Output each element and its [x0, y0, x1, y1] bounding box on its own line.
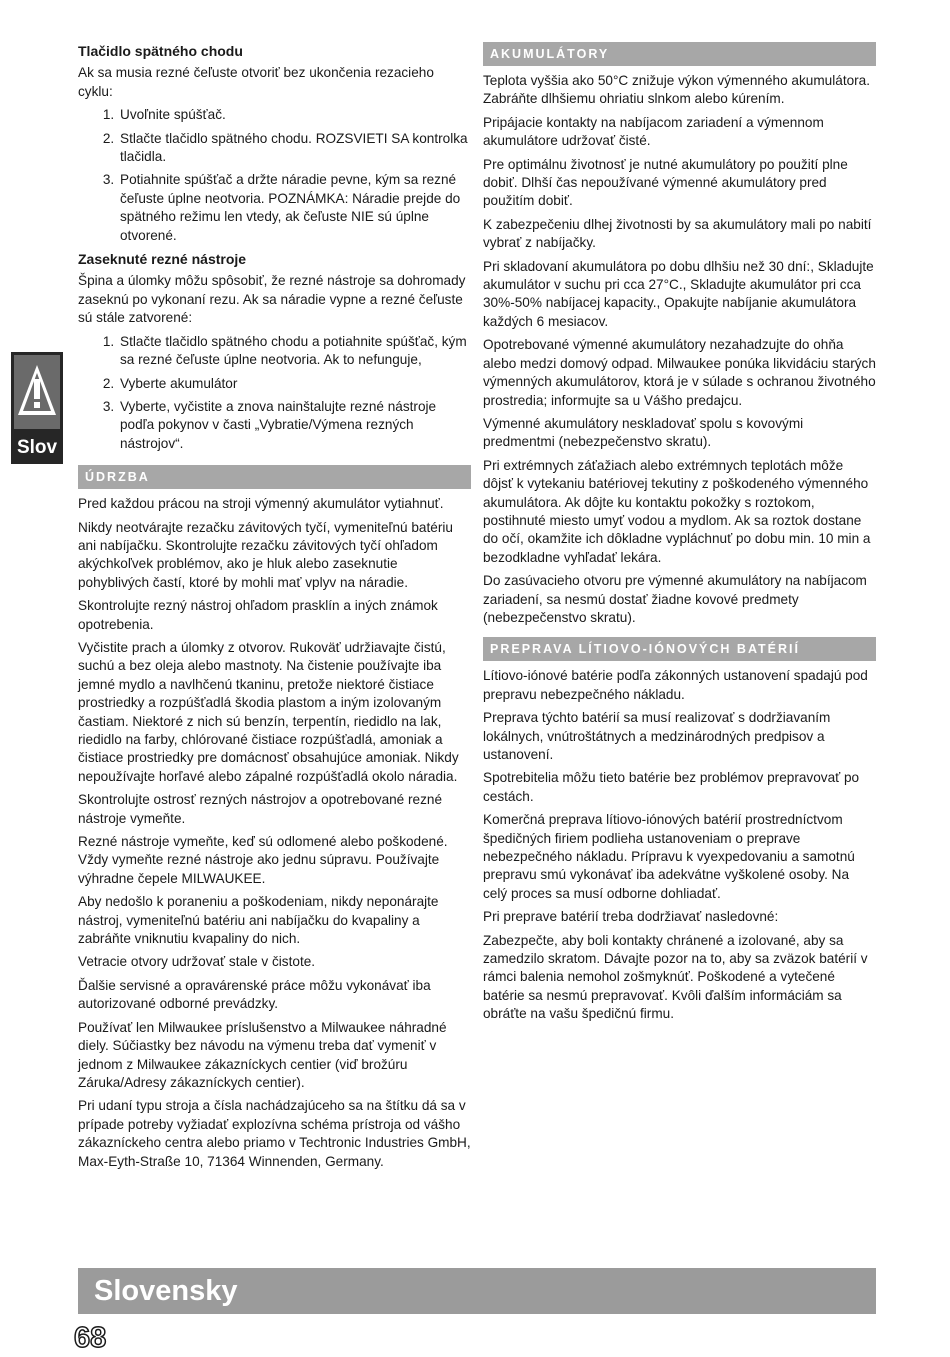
list-item: 1. Uvoľnite spúšťač. — [118, 106, 471, 124]
paragraph: Skontrolujte ostrosť rezných nástrojov a opotrebované rezné nástroje vymeňte. — [78, 792, 443, 826]
paragraph: Vetracie otvory udržovať stale v čistote. — [78, 954, 316, 970]
paragraph: Pri udaní typu stroja a čísla nachádzajúceho sa na štítku dá sa v prípade potreby vyžiadať explozívna schéma prístroja od vášho zákazníckeho centra alebo priamo v Techtronic Industries GmbH, Max-Eyth-Straße 10, 71364 Winnenden, Germany. — [78, 1098, 471, 1169]
list-item: 1. Stlačte tlačidlo spätného chodu a potiahnite spúšťač, kým sa rezné čeľuste úplne neotvoria. Ak to nefunguje, — [118, 333, 471, 370]
paragraph: Používať len Milwaukee príslušenstvo a Milwaukee náhradné diely. Súčiastky bez návodu na výmenu treba dať vymeniť v jednom z Milwaukee zákazníckych centier (viď brožúru Záruka/Adresy zákazníckych centier). — [78, 1019, 447, 1090]
right-column — [483, 42, 876, 1029]
list-item: 3. Vyberte, vyčistite a znova nainštalujte rezné nástroje podľa pokynov v časti „Vybratie/Výmena rezných nástrojov“. — [118, 398, 471, 453]
footer-language-title: Slovensky — [94, 1275, 238, 1307]
paragraph: Opotrebované výmenné akumulátory nezahadzujte do ohňa alebo medzi domový odpad. Milwaukee ponúka likvidáciu starých výmenných akumulátorov, ktorá je v súlade s ochranou životného prostredia; informujte sa u Vášho predajcu. — [483, 337, 876, 408]
jam-steps-list — [78, 333, 471, 453]
paragraph: Rezné nástroje vymeňte, keď sú odlomené alebo poškodené. Vždy vymeňte rezné nástroje ako jednu súpravu. Používajte výhradne čepele MILWAUKEE. — [78, 834, 448, 886]
paragraph: Spotrebitelia môžu tieto batérie bez problémov prepravovať po cestách. — [483, 770, 860, 804]
paragraph: Nikdy neotvárajte rezačku závitových tyčí, vymeniteľnú batériu ani nabíjačku. Skontrolujte rezačku závitových tyčí ohľadom akýchkoľvek problémov, ako je hluk alebo zaseknutie pohyblivých častí, ktoré by mohli mať vplyv na náradie. — [78, 519, 453, 590]
paragraph: Pri preprave batérií treba dodržiavať nasledovné: — [483, 909, 779, 925]
paragraph: Pred každou prácou na stroji výmenný akumulátor vytiahnuť. — [78, 496, 444, 512]
paragraph: Do zasúvacieho otvoru pre výmenné akumulátory na nabíjacom zariadení, sa nesmú dostať žiadne kovové predmety (nebezpečenstvo skratu). — [483, 573, 867, 625]
paragraph: Skontrolujte rezný nástroj ohľadom prasklín a iných známok opotrebenia. — [78, 598, 438, 632]
paragraph: Pripájacie kontakty na nabíjacom zariadení a výmennom akumulátore udržovať čisté. — [483, 114, 824, 149]
paragraph: Komerčná preprava lítiovo-iónových batérií prostredníctvom špedičných firiem podlieha ustanoveniam o preprave nebezpečného nákladu. Prípravu k vyexpedovaniu a samotnú prepravu smú vykonávať iba adekvátne vyškolené osoby. Na celý proces sa musí odborne dohliadať. — [483, 812, 855, 901]
paragraph: Lítiovo-iónové batérie podľa zákonných ustanovení spadajú pod prepravu nebezpečného nákladu. — [483, 668, 868, 702]
transport-section-bar: PREPRAVA LÍTIOVO-IÓNOVÝCH BATÉRIÍ — [483, 637, 876, 661]
language-tab-label: Slov — [16, 437, 58, 458]
batteries-section-bar: AKUMULÁTORY — [483, 42, 876, 66]
left-column — [78, 42, 471, 1176]
jam-intro: Špina a úlomky môžu spôsobiť, že rezné nástroje sa dohromady zaseknú po vykonaní rezu. Ak sa náradie vypne a rezné čeľuste sú stále zatvorené: — [78, 273, 466, 326]
list-item: 3. Potiahnite spúšťač a držte náradie pevne, kým sa rezné čeľuste úplne neotvoria. POZNÁMKA: Náradie prejde do spätného režimu len vtedy, ak čeľuste NIE sú úplne otvorené. — [118, 171, 471, 245]
warning-icon — [14, 355, 60, 429]
paragraph: Výmenné akumulátory neskladovať spolu s kovovými predmentmi (nebezpečenstvo skratu). — [483, 415, 804, 450]
paragraph: Pri skladovaní akumulátora po dobu dlhšiu než 30 dní:, Skladujte akumulátor v suchu pri cca 27°C., Skladujte akumulátor pri cca 30%-50% nabíjacej kapacity., Opakujte nabíjanie akumulátora každých 6 mesiacov. — [483, 258, 874, 329]
maintenance-section-bar: ÚDRZBA — [78, 465, 471, 489]
paragraph: Pri extrémnych záťažiach alebo extrémnych teplotách môže dôjsť k vytekaniu batériovej tekutiny z poškodeného výmenného akumulátora. Ak dôjte ku kontaktu pokožky s roztokom, postihnuté miesto umyť vodou a mydlom. Ak sa roztok dostane do očí, okamžite ich dôkladne vypláchnuť po dobu min. 10 min a bezodkladne vyhľadať lekára. — [483, 457, 871, 565]
list-item: 2. Stlačte tlačidlo spätného chodu. ROZSVIETI SA kontrolka tlačidla. — [118, 130, 471, 167]
paragraph: Preprava týchto batérií sa musí realizovať s dodržiavaním lokálnych, vnútroštátnych a medzinárodných predpisov a ustanovení. — [483, 710, 831, 762]
footer-language-bar — [78, 1268, 876, 1314]
jam-heading: Zaseknuté rezné nástroje — [78, 251, 247, 268]
paragraph: Zabezpečte, aby boli kontakty chránené a izolované, aby sa zamedzilo skratom. Dávajte pozor na to, aby sa zväzok batérií v rámci balenia nemohol zošmyknúť. Poškodené a vytečené batérie sa nesmú prepravovať. Kvôli ďalším informáciám sa obráťte na vašu špedičnú firmu. — [483, 932, 868, 1022]
paragraph: Ďalšie servisné a opravárenské práce môžu vykonávať iba autorizované odborné prevádzky. — [78, 977, 431, 1012]
reverse-intro: Ak sa musia rezné čeľuste otvoriť bez ukončenia rezacieho cyklu: — [78, 65, 434, 99]
paragraph: K zabezpečeniu dlhej životnosti by sa akumulátory mali po nabití vybrať z nabíjačky. — [483, 216, 872, 251]
reverse-heading: Tlačidlo spätného chodu — [78, 43, 243, 59]
reverse-steps-list — [78, 106, 471, 245]
page-number: 68 — [74, 1322, 107, 1354]
paragraph: Aby nedošlo k poraneniu a poškodeniam, nikdy neponárajte nástroj, vymeniteľnú batériu ani nabíjačku do kvapaliny a zabráňte vniknutiu kvapaliny do nich. — [78, 894, 439, 947]
list-item: 2. Vyberte akumulátor — [118, 375, 471, 393]
paragraph: Teplota vyššia ako 50°C znižuje výkon výmenného akumulátora. Zabráňte dlhšiemu ohriatiu slnkom alebo kúrením. — [483, 73, 871, 107]
language-side-tab — [11, 352, 63, 464]
paragraph: Vyčistite prach a úlomky z otvorov. Rukoväť udržiavajte čistú, suchú a bez oleja alebo mastnoty. Na čistenie používajte iba jemné mydlo a navlhčenú tkaninu, pretože niektoré čistiace prostriedky a rozpúšťadlá škodia plastom a iným izolovaným častiam. Niektoré z nich sú benzín, terpentín, riedidlo na lak, riedidlo na farby, chlórované čistiace rozpúšťadlá, amoniak a čistiace prostriedky pre domácnosť obsahujúce amoniak. Nikdy nepoužívajte horľavé alebo zápalné rozpúšťadlá okolo náradia. — [78, 639, 459, 784]
paragraph: Pre optimálnu životnosť je nutné akumulátory po použití plne dobiť. Dlhší čas nepoužívané výmenné akumulátory pred použitím dobiť. — [483, 156, 848, 209]
